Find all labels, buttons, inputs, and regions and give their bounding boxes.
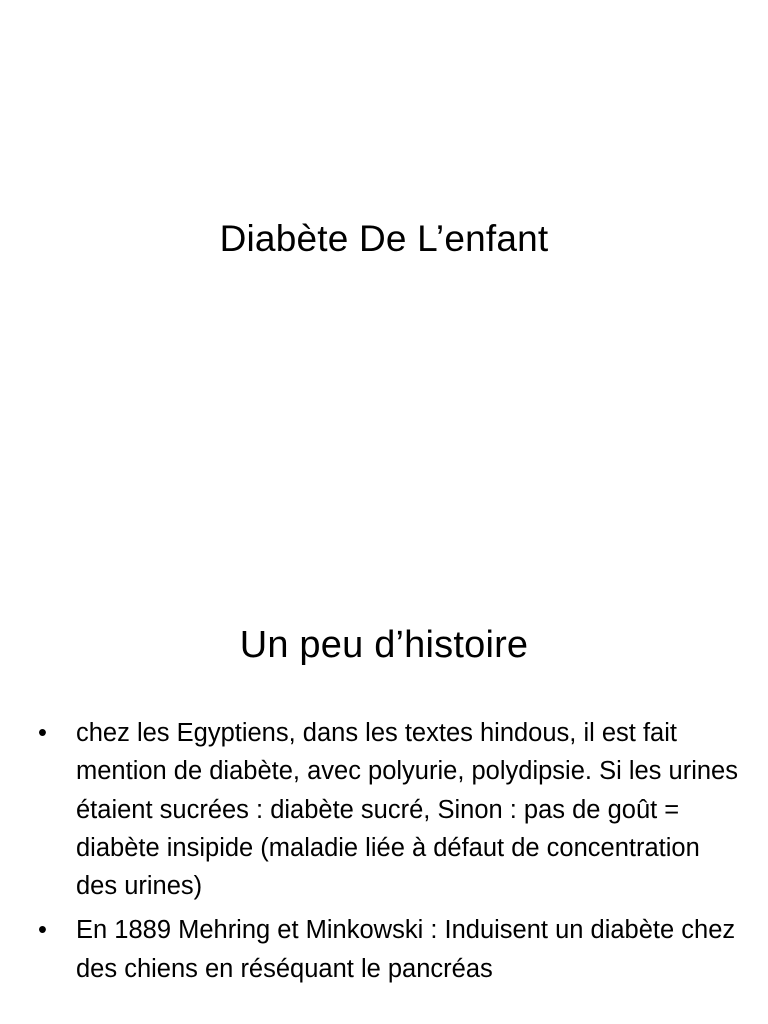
history-slide xyxy=(0,576,768,1024)
slide-title: Diabète De L’enfant xyxy=(219,218,549,259)
bullet-text: chez les Egyptiens, dans les textes hindous, il est fait mention de diabète, avec polyurie, polydipsie. Si les urines étaient sucrées : diabète sucré, Sinon : pas de goût = diabète insipide (maladie liée à défaut de concentration des urines) xyxy=(76,719,738,901)
bullet-icon: • xyxy=(38,719,47,747)
list-item xyxy=(38,911,738,988)
bullet-icon: • xyxy=(38,916,47,945)
bullet-text: En 1889 Mehring et Minkowski : Induisent un diabète chez des chiens en réséquant le pancréas xyxy=(76,916,736,983)
slide-heading: Un peu d’histoire xyxy=(239,624,529,666)
bullet-list xyxy=(38,714,738,994)
list-item xyxy=(38,714,738,905)
